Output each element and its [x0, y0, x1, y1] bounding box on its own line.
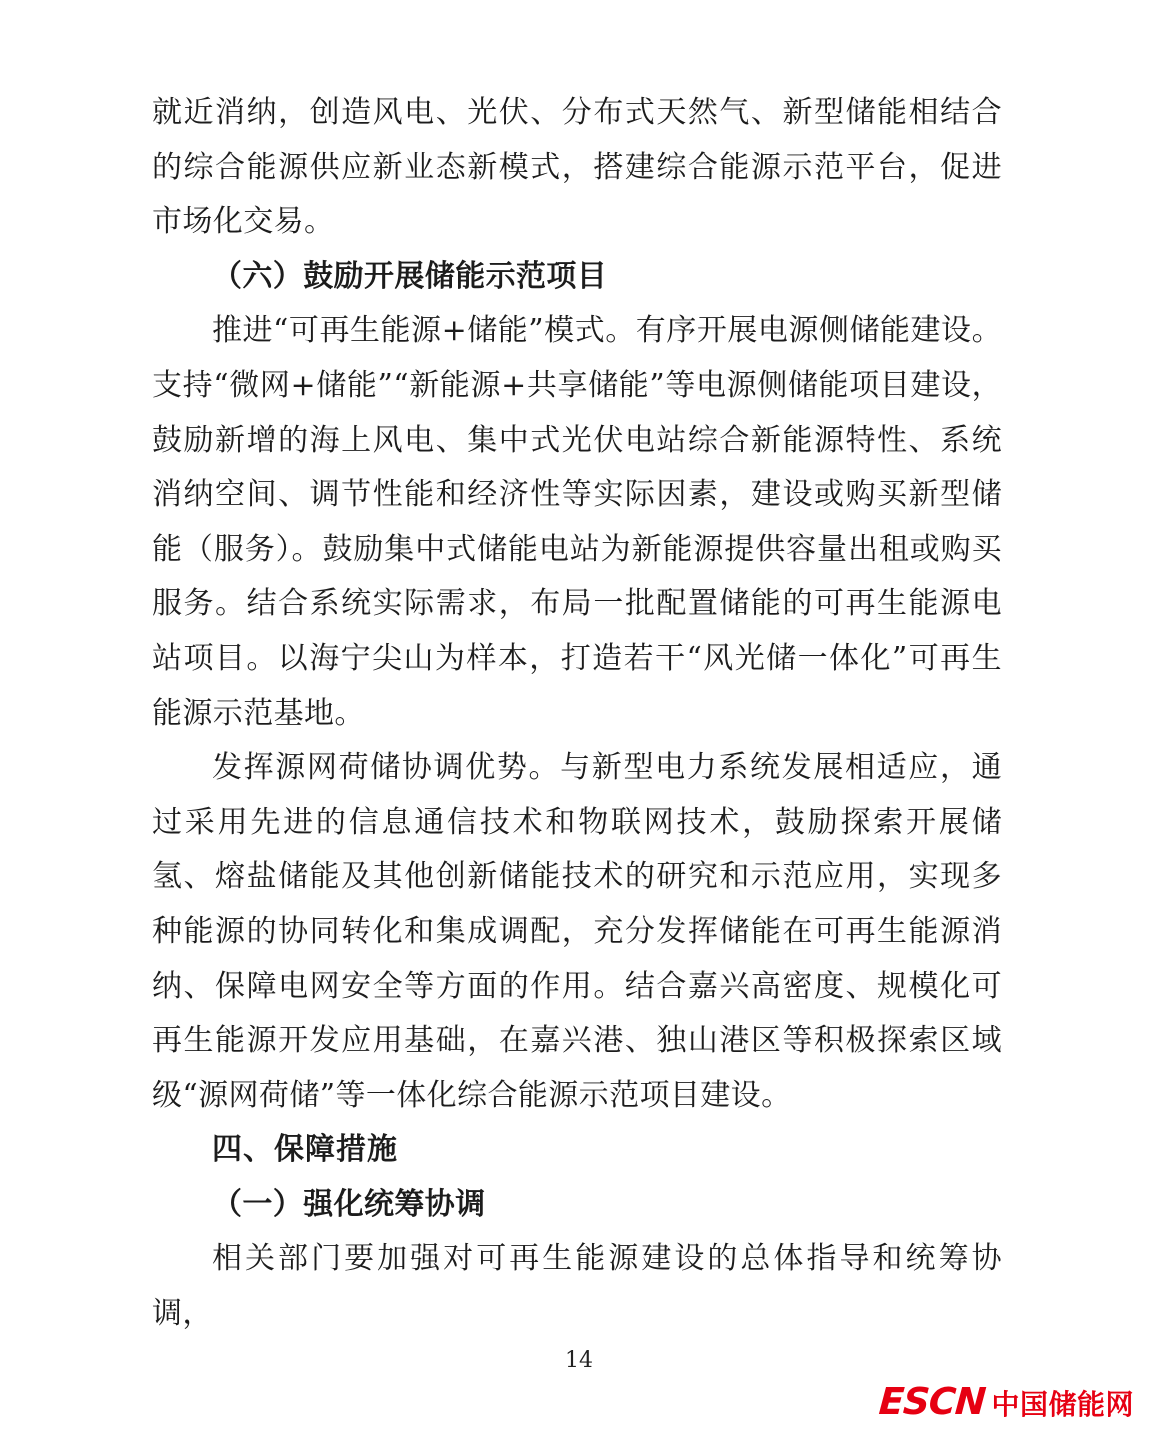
paragraph: 发挥源网荷储协调优势。与新型电力系统发展相适应，通过采用先进的信息通信技术和物联网技术，鼓励探索开展储氢、熔盐储能及其他创新储能技术的研究和示范应用，实现多种能源的协同转化和集成调配，充分发挥储能在可再生能源消纳、保障电网安全等方面的作用。结合嘉兴高密度、规模化可再生能源开发应用基础，在嘉兴港、独山港区等积极探索区域级“源网荷储”等一体化综合能源示范项目建设。 — [152, 750, 1002, 1113]
escn-logo-text: ESCN — [877, 1380, 987, 1423]
escn-watermark-logo — [877, 1380, 1134, 1423]
paragraph-continuation: 就近消纳，创造风电、光伏、分布式天然气、新型储能相结合的综合能源供应新业态新模式，搭建综合能源示范平台，促进市场化交易。 — [152, 95, 1002, 240]
section-heading-6: （六）鼓励开展储能示范项目 — [212, 258, 608, 294]
paragraph: 推进“可再生能源+储能”模式。有序开展电源侧储能建设。支持“微网+储能”“新能源+共享储能”等电源侧储能项目建设，鼓励新增的海上风电、集中式光伏电站综合新能源特性、系统消纳空间、调节性能和经济性等实际因素，建设或购买新型储能（服务）。鼓励集中式储能电站为新能源提供容量出租或购买服务。结合系统实际需求，布局一批配置储能的可再生能源电站项目。以海宁尖山为样本，打造若干“风光储一体化”可再生能源示范基地。 — [152, 313, 1002, 731]
page-number: 14 — [565, 1348, 593, 1373]
escn-logo-chinese-text: 中国储能网 — [991, 1388, 1134, 1421]
document-body — [152, 86, 1002, 1342]
chapter-heading-4: 四、保障措施 — [212, 1132, 398, 1168]
section-heading-1: （一）强化统筹协调 — [212, 1186, 486, 1222]
paragraph: 相关部门要加强对可再生能源建设的总体指导和统筹协调， — [152, 1241, 1002, 1332]
